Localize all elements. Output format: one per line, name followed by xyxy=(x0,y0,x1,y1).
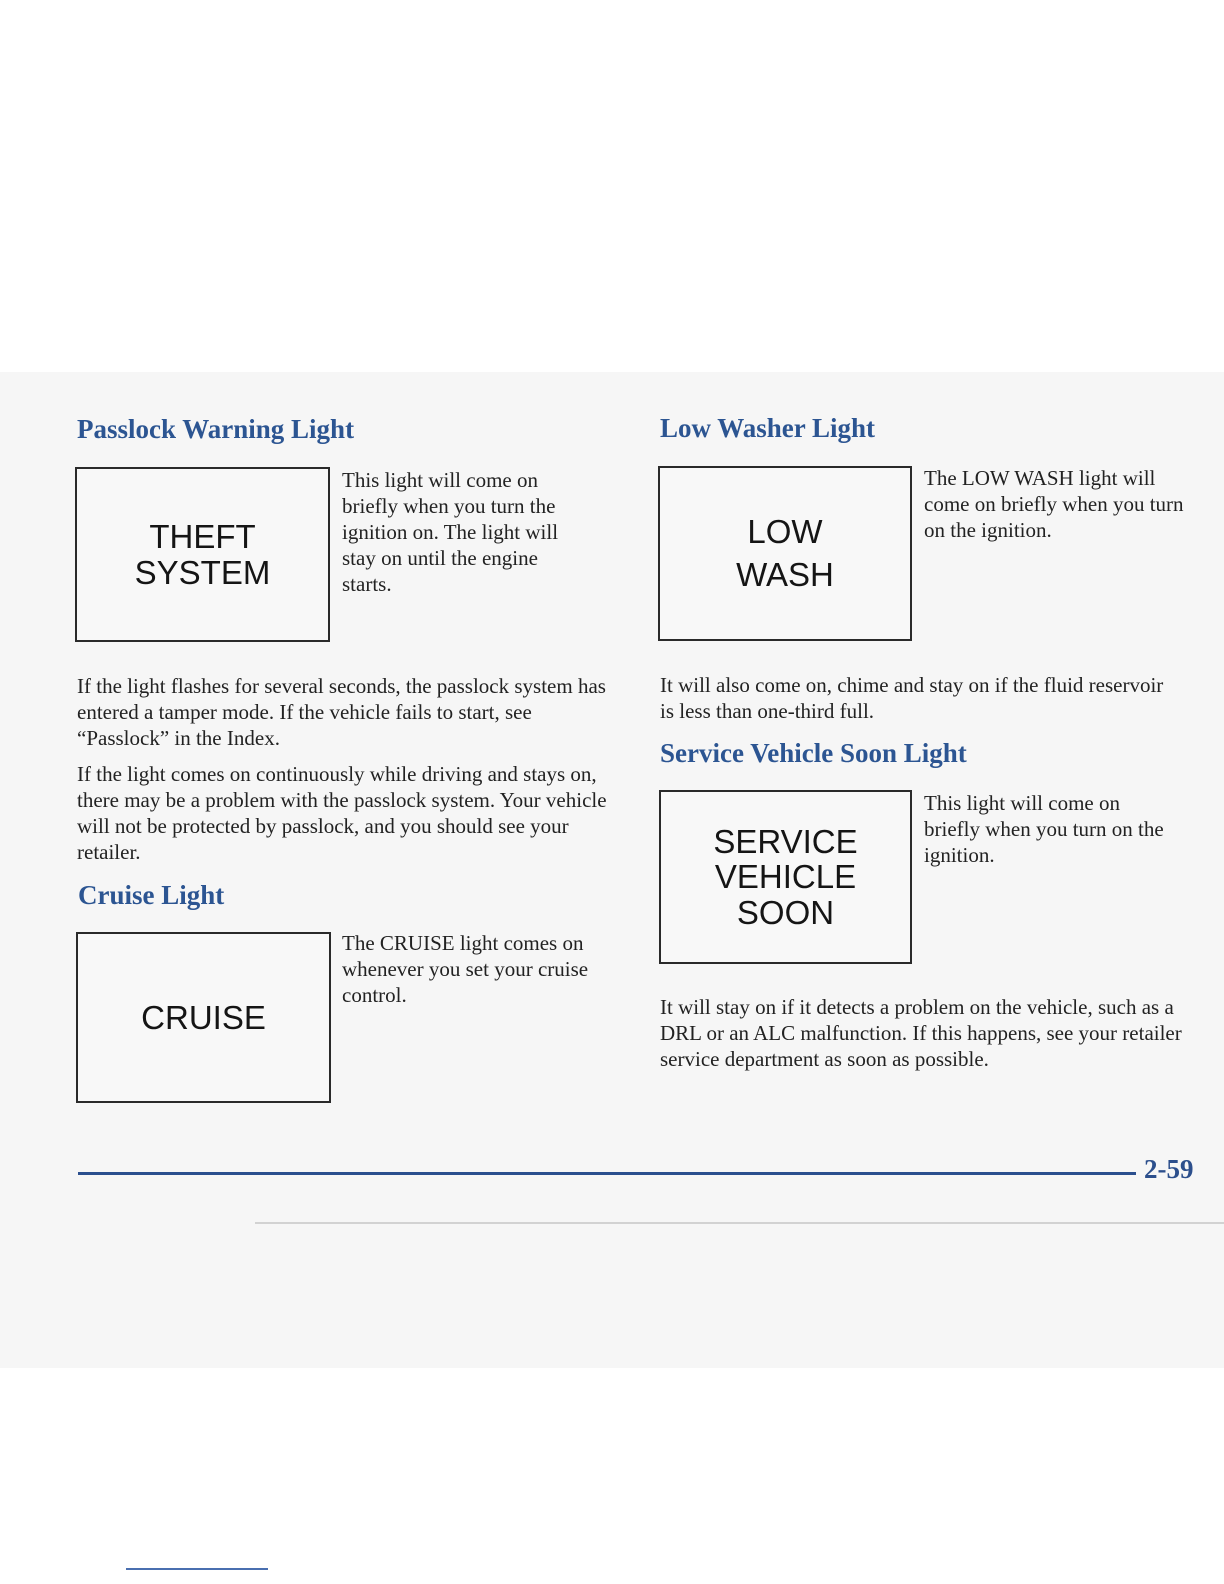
service-vehicle-soon-indicator-label: SERVICE VEHICLE SOON xyxy=(713,822,858,931)
passlock-paragraph-1: If the light flashes for several seconds, the passlock system has entered a tamper mode. If the vehicle fails to start, see “Passlock” in the Index. xyxy=(77,674,606,750)
low-wash-indicator xyxy=(658,466,912,641)
service-side-text: This light will come on briefly when you turn on the ignition. xyxy=(924,791,1164,867)
cruise-indicator xyxy=(76,932,331,1103)
faint-divider xyxy=(255,1222,1224,1224)
passlock-side-text: This light will come on briefly when you turn the ignition on. The light will stay on until the engine starts. xyxy=(342,468,559,596)
passlock-heading: Passlock Warning Light xyxy=(77,414,355,444)
cruise-side-text: The CRUISE light comes on whenever you set your cruise control. xyxy=(342,931,589,1007)
page-number: 2-59 xyxy=(1144,1154,1194,1184)
cruise-indicator-label: CRUISE xyxy=(141,998,266,1036)
theft-system-indicator xyxy=(75,467,330,642)
service-vehicle-soon-indicator xyxy=(659,790,912,964)
low-wash-indicator-label: LOW WASH xyxy=(736,512,834,593)
passlock-paragraph-2: If the light comes on continuously while driving and stays on, there may be a problem with the passlock system. Your vehicle will not be protected by passlock, and you should see your retailer. xyxy=(77,762,607,864)
footer-rule xyxy=(78,1172,1136,1175)
bottom-mark xyxy=(126,1568,268,1570)
low-washer-paragraph: It will also come on, chime and stay on if the fluid reservoir is less than one-third full. xyxy=(660,673,1164,723)
low-washer-heading: Low Washer Light xyxy=(660,413,876,443)
cruise-heading: Cruise Light xyxy=(78,880,225,910)
service-paragraph: It will stay on if it detects a problem on the vehicle, such as a DRL or an ALC malfunction. If this happens, see your retailer service department as soon as possible. xyxy=(660,995,1182,1071)
service-vehicle-heading: Service Vehicle Soon Light xyxy=(660,738,967,768)
theft-system-indicator-label: THEFT SYSTEM xyxy=(134,517,271,591)
low-washer-side-text: The LOW WASH light will come on briefly when you turn on the ignition. xyxy=(924,466,1184,542)
